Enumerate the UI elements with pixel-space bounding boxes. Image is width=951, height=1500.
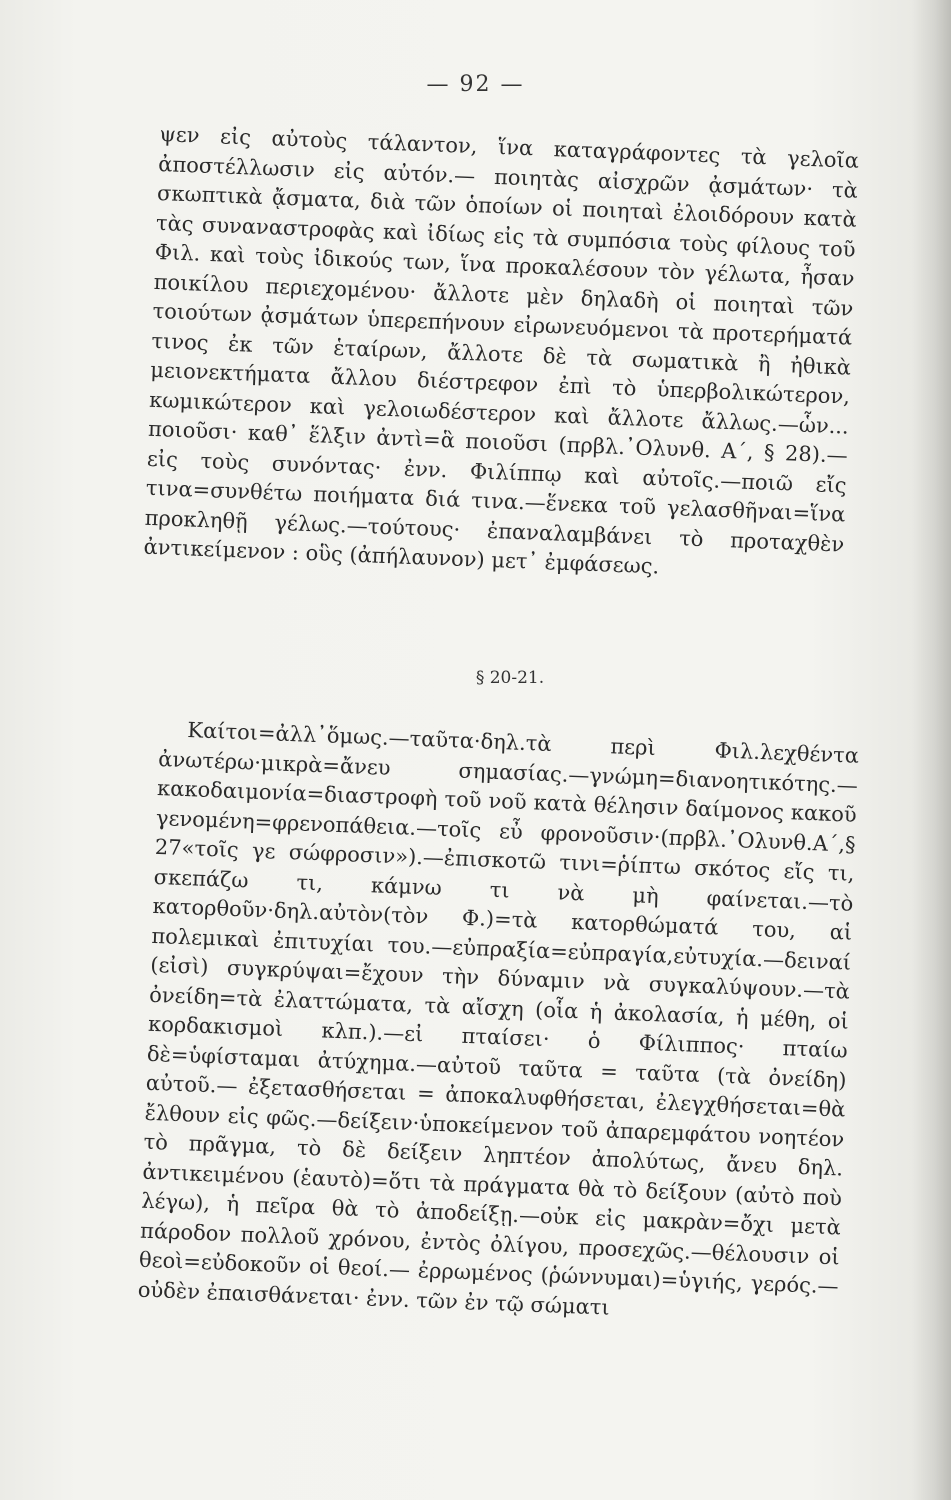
page-edge-shadow xyxy=(911,0,951,1500)
paragraph-2: Καίτοι=ἀλλ᾽ὅμως.—ταῦτα·δηλ.τὰ περὶ Φιλ.λεχθέντα ἀνωτέρω·μικρὰ=ἄνευ σημασίας.—γνώμη=διανοητικότης.—κακοδαιμονία=διαστροφὴ τοῦ νοῦ κατὰ θέλησιν δαίμονος κακοῦ γενομένη=φρενοπάθεια.—τοῖς εὖ φρονοῦσιν·(πρβλ.᾽Ολυνθ.Α΄,§ 27«τοῖς γε σώφροσιν»).—ἐπισκοτῶ τινι=ῥίπτω σκότος εἴς τι, σκεπάζω τι, κάμνω τι νὰ μὴ φαίνεται.—τὸ κατορθοῦν·δηλ.αὐτὸν(τὸν Φ.)=τὰ κατορθώματά του, αἱ πολεμικαὶ ἐπιτυχίαι του.—εὐπραξία=εὐπραγία,εὐτυχία.—δειναί (εἰσὶ) συγκρύψαι=ἔχουν τὴν δύναμιν νὰ συγκαλύψουν.—τὰ ὀνείδη=τὰ ἐλαττώματα, τὰ αἴσχη (οἷα ἡ ἀκολασία, ἡ μέθη, οἱ κορδακισμοὶ κλπ.).—εἰ πταίσει· ὁ Φίλιππος· πταίω δὲ=ὑφίσταμαι ἀτύχημα.—αὐτοῦ ταῦτα = ταῦτα (τὰ ὀνείδη) αὐτοῦ.— ἐξετασθήσεται = ἀποκαλυφθήσεται, ἐλεγχθήσεται=θὰ ἔλθουν εἰς φῶς.—δείξειν·ὑποκείμενον τοῦ ἀπαρεμφάτου νοητέον τὸ πρᾶγμα, τὸ δὲ δείξειν ληπτέον ἀπολύτως, ἄνευ δηλ. ἀντικειμένου (ἑαυτὸ)=ὅτι τὰ πράγματα θὰ τὸ δείξουν (αὐτὸ ποὺ λέγω), ἡ πεῖρα θὰ τὸ ἀποδείξῃ.—οὐκ εἰς μακρὰν=ὄχι μετὰ πάροδον πολλοῦ χρόνου, ἐντὸς ὀλίγου, προσεχῶς.—θέλουσιν οἱ θεοὶ=εὐδοκοῦν οἱ θεοί.— ἐρρωμένος (ῥώννυμαι)=ὑγιής, γερός.—οὐδὲν ἐπαισθάνεται· ἐνν. τῶν ἐν τῷ σώματι xyxy=(137,718,860,1320)
commentary-block-1 xyxy=(143,120,859,589)
page-number: — 92 — xyxy=(426,72,525,97)
commentary-block-2 xyxy=(137,715,859,1331)
paragraph-1: ψεν εἰς αὐτοὺς τάλαντον, ἵνα καταγράφοντες τὰ γελοῖα ἀποστέλλωσιν εἰς αὐτόν.— ποιητὰς αἰσχρῶν ᾀσμάτων· τὰ σκωπτικὰ ᾄσματα, διὰ τῶν ὁποίων οἱ ποιηταὶ ἐλοιδόρουν κατὰ τὰς συναναστροφὰς καὶ ἰδίως εἰς τὰ συμπόσια τοὺς φίλους τοῦ Φιλ. καὶ τοὺς ἰδικούς των, ἵνα προκαλέσουν τὸν γέλωτα, ἦσαν ποικίλου περιεχομένου· ἄλλοτε μὲν δηλαδὴ οἱ ποιηταὶ τῶν τοιούτων ᾀσμάτων ὑπερεπήνουν εἰρωνευόμενοι τὰ προτερήματά τινος ἐκ τῶν ἑταίρων, ἄλλοτε δὲ τὰ σωματικὰ ἢ ἠθικὰ μειονεκτήματα ἄλλου διέστρεφον ἐπὶ τὸ ὑπερβολικώτερον, κωμικώτερον καὶ γελοιωδέστερον καὶ ἄλλοτε ἄλλως.—ὧν... ποιοῦσι· καθ᾽ ἕλξιν ἀντὶ=ἃ ποιοῦσι (πρβλ.᾽Ολυνθ. Α΄, § 28).—εἰς τοὺς συνόντας· ἐνν. Φιλίππῳ καὶ αὐτοῖς.—ποιῶ εἴς τινα=συνθέτω ποιήματα διά τινα.—ἕνεκα τοῦ γελασθῆναι=ἵνα προκληθῇ γέλως.—τούτους· ἐπαναλαμβάνει τὸ προταχθὲν ἀντικείμενον : οὓς (ἀπήλαυνον) μετ᾽ ἐμφάσεως. xyxy=(143,121,860,579)
section-heading: § 20-21. xyxy=(475,668,545,688)
